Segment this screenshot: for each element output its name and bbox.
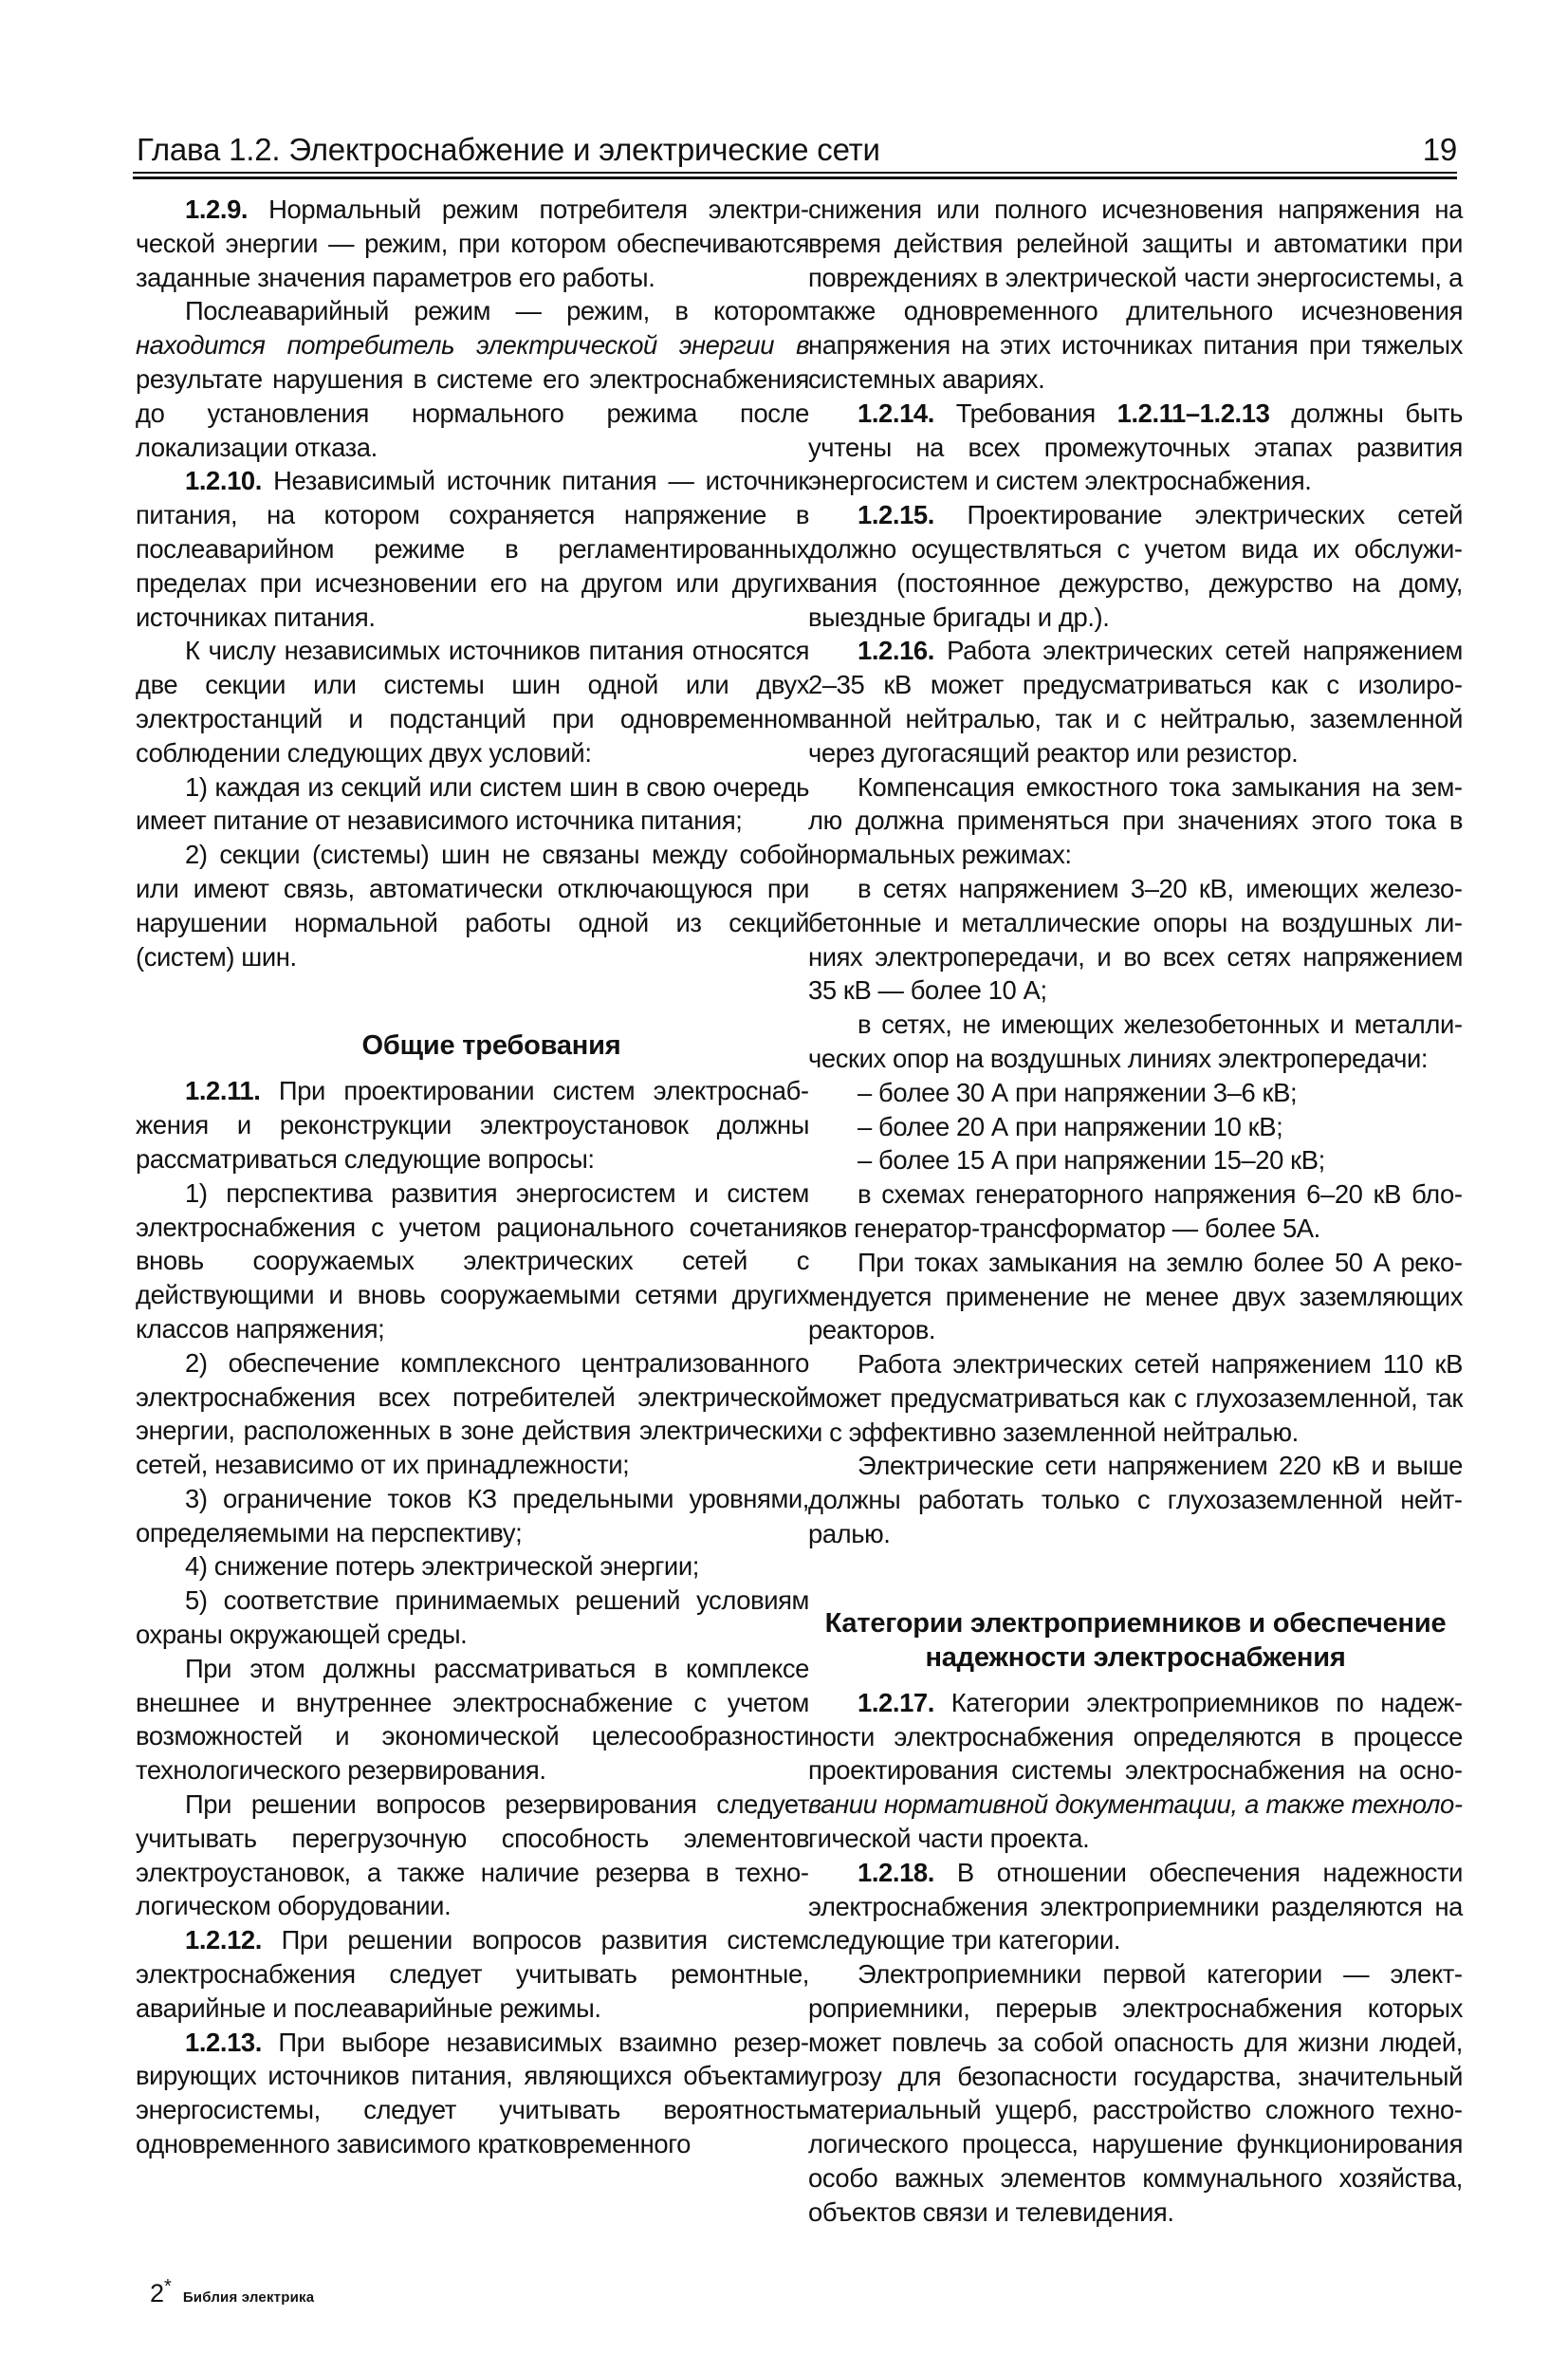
signature-asterisk: * (164, 2276, 172, 2297)
heading-line-2: надежности электроснабжения (925, 1641, 1346, 1673)
clause-number: 1.2.14. (858, 398, 934, 428)
paragraph-text: Электрические сети напряжением 220 кВ и выше должны работать только с глухозаземленной нейтралью. (808, 1451, 1463, 1549)
paragraph-text: Компенсация емкостного тока замыкания на землю должна применяться при значениях этого тока в нормальных режимах: (808, 771, 1463, 870)
paragraph-text: При решении вопросов резервирования следует учитывать перегрузочную способность элементов электроустановок, а также наличие резерва в технологическом оборудовании. (136, 1789, 809, 1921)
header-rule-thick (133, 176, 1457, 179)
paragraph-text: Проектирование электрических сетей должно осуществляться с учетом вида их обслуживания (постоянное дежурство, дежурство на дому, выездные бригады и др.). (808, 500, 1463, 632)
right-column (808, 193, 1463, 2230)
paragraph-1-2-16 (808, 634, 1463, 769)
left-column (136, 193, 809, 2161)
paragraph-text: Электроприемники первой категории — электроприемники, перерыв электроснабжения которых может повлечь за собой опасность для жизни людей, угрозу для безопасности государства, значительный материальный ущерб, расстройство сложного технологического процесса, нарушение функционирования особо важных элементов коммунального хозяйства, объектов связи и телевидения. (808, 1959, 1463, 2227)
clause-number: 1.2.16. (858, 636, 934, 666)
paragraph-text: результате нарушения в системе его электроснабжения до установления нормального режима после локализации отказа. (136, 363, 809, 462)
paragraph-text: Послеаварийный режим — режим, в котором (185, 296, 809, 326)
paragraph-text: в сетях напряжением 3–20 кВ, имеющих железобетонные и металлические опоры на воздушных линиях электропередачи, и во всех сетях напряжением 35 кВ — более 10 А; (808, 873, 1463, 1006)
paragraph-post-emergency (136, 294, 809, 464)
clause-number: 1.2.12. (185, 1925, 262, 1955)
heading-line-1: Категории электроприемников и обеспечение (824, 1607, 1447, 1639)
paragraph-1-2-13 (136, 2026, 809, 2161)
paragraph-text: Независимый источник питания — источник питания, на котором сохраняется напряжение в послеаварийном режиме в регламентированных пределах при исчезновении его на другом или других источниках питания. (136, 466, 809, 632)
paragraph-text: Требования (933, 398, 1117, 428)
paragraph-1-2-15 (808, 498, 1463, 634)
list-item-3: 3) ограничение токов КЗ предельными уровнями, определяемыми на перспективу; (136, 1483, 809, 1547)
paragraph-1-2-12 (136, 1923, 809, 2025)
paragraph-1-2-9 (136, 193, 809, 294)
clause-number: 1.2.10. (185, 466, 262, 496)
paragraph-text: в схемах генераторного напряжения 6–20 кВ блоков генератор-трансформатор — более 5А. (808, 1179, 1463, 1243)
paragraph-text: Нормальный режим потребителя электрической энергии — режим, при котором обеспечиваются заданные значения параметров его работы. (136, 195, 809, 292)
paragraph-1-2-11 (136, 1074, 809, 1176)
section-heading-general: Общие требования (361, 1030, 621, 1062)
list-item-1: 1) каждая из секций или систем шин в свою очередь имеет питание от независимого источника питания; (136, 771, 809, 836)
paragraph-text: При токах замыкания на землю более 50 А рекомендуется применение не менее двух заземляющих реакторов. (808, 1247, 1463, 1345)
clause-number: 1.2.15. (858, 500, 934, 530)
clause-reference: 1.2.11–1.2.13 (1116, 398, 1270, 428)
paragraph-continued: снижения или полного исчезновения напряжения на время действия релейной защиты и автоматики при повреждениях в электрической части энергосистемы, а также одновременного длительного исчезновения напряжения на этих источниках питания при тяжелых системных авариях. (808, 195, 1463, 394)
list-item-1: 1) перспектива развития энергосистем и систем электроснабжения с учетом рационального сочетания вновь сооружаемых электрических сетей с действующими и вновь сооружаемыми сетями других классов напряжения; (136, 1177, 809, 1343)
paragraph-text: Работа электрических сетей напряжением 2–35 кВ может предусматриваться как с изолированной нейтралью, так и с нейтралью, заземленной через дугогасящий реактор или резистор. (808, 636, 1463, 768)
signature-number: 2 (150, 2279, 165, 2307)
paragraph-text: должны быть учтены на всех промежуточных этапах развития энергосистем и систем электроснабжения. (808, 398, 1463, 496)
paragraph-independent-sources: К числу независимых источников питания относятся две секции или системы шин одной или двух электростанций и подстанций при одновременном соблюдении следующих двух условий: (136, 636, 809, 768)
dash-item-3: – более 15 А при напряжении 15–20 кВ; (858, 1145, 1325, 1176)
list-item-4: 4) снижение потерь электрической энергии; (185, 1551, 699, 1582)
paragraph-text: в сетях, не имеющих железобетонных и металлических опор на воздушных линиях электропередачи: (808, 1010, 1463, 1073)
dash-item-1: – более 30 А при напряжении 3–6 кВ; (858, 1077, 1298, 1107)
clause-number: 1.2.11. (185, 1076, 261, 1106)
italic-text: находится потребитель электрической энергии в (136, 330, 809, 361)
paragraph-1-2-14 (808, 397, 1463, 498)
italic-text: вании нормативной документации, а также техноло (808, 1789, 1463, 1820)
list-item-2: 2) секции (системы) шин не связаны между собой или имеют связь, автоматически отключающуюся при нарушении нормальной работы одной из секций (систем) шин. (136, 840, 809, 972)
clause-number: 1.2.18. (858, 1857, 934, 1887)
chapter-title: Глава 1.2. Электроснабжение и электрические сети (137, 132, 880, 167)
section-heading-categories (808, 1606, 1463, 1675)
running-head (133, 127, 1457, 173)
paragraph-text: При этом должны рассматриваться в комплексе внешнее и внутреннее электроснабжение с учетом возможностей и экономической целесообразности технологического резервирования. (136, 1653, 809, 1786)
list-item-2: 2) обеспечение комплексного централизованного электроснабжения всех потребителей электрической энергии, расположенных в зоне действия электрических сетей, независимо от их принадлежности; (136, 1347, 809, 1480)
signature-mark (150, 2276, 172, 2307)
clause-number: 1.2.13. (185, 2027, 262, 2057)
header-rule-thin (133, 172, 1457, 174)
paragraph-text: В отношении обеспечения надежности электроснабжения электроприемники разделяются на следующие три категории. (808, 1857, 1463, 1955)
page-footer (150, 2271, 314, 2313)
paragraph-text: гической части проекта. (808, 1824, 1090, 1854)
book-title: Библия электрика (182, 2289, 315, 2306)
paragraph-text: При проектировании систем электроснабжения и реконструкции электроустановок должны рассматриваться следующие вопросы: (136, 1076, 809, 1174)
dash-item-2: – более 20 А при напряжении 10 кВ; (858, 1111, 1283, 1141)
paragraph-text: При выборе независимых взаимно резервирующих источников питания, являющихся объектами энергосистемы, следует учитывать вероятность одновременного зависимого кратковременного (136, 2027, 809, 2159)
paragraph-text: Категории электроприемников по надежности электроснабжения определяются в процессе проектирования системы электроснабжения на осно (808, 1687, 1463, 1786)
list-item-5: 5) соответствие принимаемых решений условиям охраны окружающей среды. (136, 1585, 809, 1650)
clause-number: 1.2.9. (185, 195, 249, 224)
paragraph-text: При решении вопросов развития систем электроснабжения следует учитывать ремонтные, аварийные и послеаварийные режимы. (136, 1925, 809, 2023)
clause-number: 1.2.17. (858, 1687, 934, 1717)
page-number: 19 (1422, 132, 1457, 167)
paragraph-1-2-18 (808, 1856, 1463, 1957)
paragraph-1-2-17 (808, 1686, 1463, 1856)
paragraph-1-2-10 (136, 464, 809, 634)
paragraph-text: Работа электрических сетей напряжением 110 кВ может предусматриваться как с глухозаземленной, так и с эффективно заземленной нейтралью. (808, 1349, 1463, 1447)
